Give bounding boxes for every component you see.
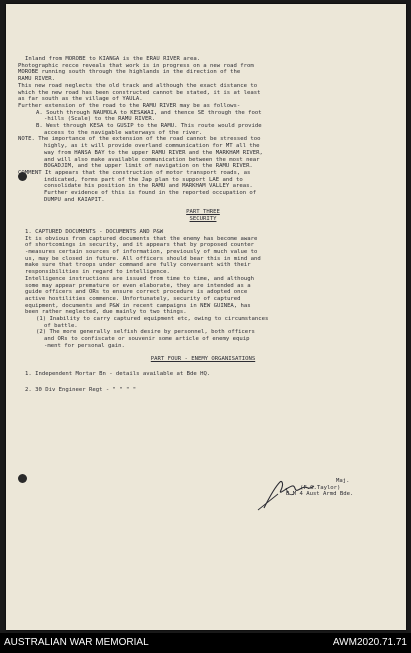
document-line: consolidate his position in the RAMU and MARKHAM VALLEY areas. bbox=[44, 183, 253, 190]
document-line: as far south as the village of YAULA. bbox=[18, 96, 143, 103]
document-line: -measures certain sources of information, previously of much value to bbox=[25, 248, 258, 255]
document-line: been rather neglected, due mainly to two things. bbox=[25, 309, 187, 316]
document-line: which the new road has been constructed cannot be stated, it is at least bbox=[18, 89, 261, 96]
document-line: Further extension of the road to the RAMU RIVER may be as follows- bbox=[18, 102, 241, 109]
document-line: 2. 30 Div Engineer Regt - " " " " bbox=[25, 386, 137, 393]
document-line: It is obvious from captured documents that the enemy has become aware bbox=[25, 235, 258, 242]
document-line: highly, as it will provide overland communication for MT all the bbox=[44, 143, 260, 150]
document-line: Inland from MOROBE to KIANGA is the ERAU RIVER area. bbox=[25, 56, 201, 62]
document-line: (2) The more generally selfish desire by personnel, both officers bbox=[36, 329, 255, 336]
footer-band bbox=[0, 633, 411, 653]
document-line: B. West through KESA to GUSIP to the RAMU. This route would provide bbox=[36, 123, 262, 130]
document-line: Photographic recce reveals that work is in progress on a new road from bbox=[18, 62, 254, 69]
signatory-unit: B M 4 Aust Armd Bde. bbox=[286, 491, 354, 498]
document-line: SECURITY bbox=[189, 216, 217, 223]
signatory-rank: Maj. bbox=[336, 478, 350, 484]
document-line: (1) Inability to carry captured equipment etc, owing to circumstances bbox=[36, 316, 269, 323]
document-line: and ORs to confiscate or souvenir some article of enemy equip bbox=[44, 336, 250, 343]
document-line: of shortcomings in security, and it appears that by proposed counter bbox=[25, 242, 255, 249]
document-line: PART FOUR - ENEMY ORGANISATIONS bbox=[150, 355, 256, 362]
document-line: BOGADJIM, and the upper limit of navigation on the RAMU RIVER. bbox=[44, 163, 253, 170]
document-line: This new road neglects the old track and although the exact distance to bbox=[18, 82, 258, 89]
document-line: -ment for personal gain. bbox=[44, 342, 125, 349]
document-line: access to the navigable waterways of the river. bbox=[44, 129, 203, 136]
document-line: make sure that troops under command are fully conversant with their bbox=[25, 262, 251, 269]
document-line: COMMENT It appears that the construction of motor transport roads, as bbox=[18, 169, 251, 176]
document-line: us, may be closed in future. All officers should bear this in mind and bbox=[25, 255, 261, 262]
document-line: A. South through NAUMOLA to KESAWAI, and thence SE through the foot bbox=[36, 109, 262, 116]
document-line: DUMPU and KAIAPIT. bbox=[44, 196, 105, 203]
signatory-name: (F.G.Taylor) bbox=[300, 484, 341, 491]
document-line: of battle. bbox=[44, 322, 78, 329]
signature-block bbox=[250, 478, 390, 498]
document-line: -hills (Scale) to the RAMU RIVER. bbox=[44, 116, 156, 123]
document-line: RAMU RIVER. bbox=[18, 76, 56, 83]
punch-hole bbox=[18, 474, 27, 483]
archive-reference: AWM2020.71.71 bbox=[332, 637, 407, 648]
document-line: 1. Independent Mortar Bn - details available at Bde HQ. bbox=[25, 371, 211, 378]
document-line: way from HANSA BAY to the upper RAMU RIVER and the MARKHAM RIVER, bbox=[44, 149, 263, 156]
document-line: some may appear premature or even elaborate, they are intended as a bbox=[25, 282, 251, 289]
document-line: guide officers and ORs to ensure correct procedure is adopted once bbox=[25, 289, 248, 296]
document-line: 1. CAPTURED DOCUMENTS - DOCUMENTS AND P&W bbox=[25, 228, 164, 235]
document-line: PART THREE bbox=[186, 209, 220, 216]
document-line: Further evidence of this is found in the reported occupation of bbox=[44, 190, 257, 197]
document-line: NOTE. The importance of the extension of the road cannot be stressed too bbox=[18, 136, 261, 143]
document-line: equipment, documents and P&W in recent campaigns in NEW GUINEA, has bbox=[25, 302, 251, 309]
document-line: responsibilities in regard to intelligence. bbox=[25, 269, 170, 276]
document-line: indicated, forms part of the Jap plan to support LAE and to bbox=[44, 176, 243, 183]
document-line: active hostilities commence. Unfortunately, security of captured bbox=[25, 295, 241, 302]
document-line: and will also make available communication between the most near bbox=[44, 156, 260, 163]
archive-credit: AUSTRALIAN WAR MEMORIAL bbox=[4, 637, 149, 648]
document-line: MOROBE running south through the highlands in the direction of the bbox=[18, 69, 241, 76]
document-line: Intelligence instructions are issued from time to time, and although bbox=[25, 275, 255, 282]
document-body bbox=[18, 56, 388, 394]
